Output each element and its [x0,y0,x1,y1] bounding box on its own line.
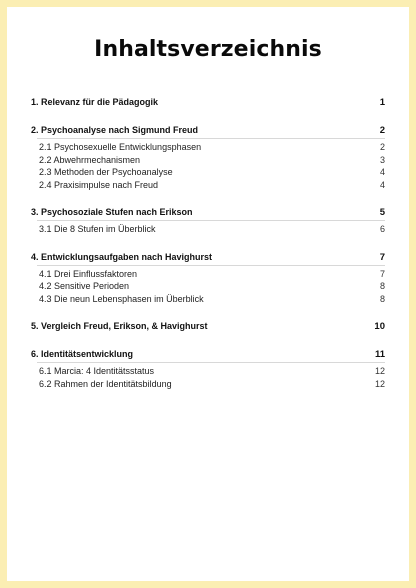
toc-section-6 [31,347,385,390]
toc-subentry-4-1[interactable] [31,268,385,281]
toc-subentry-label: 2.2 Abwehrmechanismen [39,154,141,165]
page-title: Inhaltsverzeichnis [94,37,322,62]
toc-subentry-page: 4 [379,179,385,190]
toc-entry-4[interactable] [31,250,385,264]
toc-section-4 [31,250,385,306]
toc-entry-label: 5. Vergleich Freud, Erikson, & Havighurst [31,321,208,331]
toc-subentry-page: 12 [374,366,385,376]
toc-subentry-label: 2.3 Methoden der Psychoanalyse [39,167,173,177]
toc-subentry-2-2[interactable] [31,154,385,167]
toc-subentry-page: 4 [379,167,385,177]
toc-subentry-2-3[interactable] [31,166,385,179]
toc-entry-page: 1 [379,97,385,108]
toc-subentry-label: 6.1 Marcia: 4 Identitätsstatus [39,366,155,376]
table-of-contents [31,95,385,404]
toc-subentry-4-2[interactable] [31,280,385,293]
toc-entry-6[interactable] [31,347,385,361]
toc-entry-page: 10 [374,321,385,332]
toc-subentry-6-2[interactable] [31,378,385,391]
toc-subentry-label: 4.1 Drei Einflussfaktoren [39,268,138,279]
toc-entry-page: 11 [374,349,385,360]
toc-subentry-4-3[interactable] [31,293,385,306]
toc-subentry-2-4[interactable] [31,179,385,192]
toc-subentry-page: 7 [379,268,385,279]
toc-entry-1[interactable] [31,95,385,109]
divider [37,220,385,221]
toc-entry-page: 2 [379,125,385,136]
toc-subentry-page: 8 [379,293,385,304]
toc-subentry-2-1[interactable] [31,141,385,154]
toc-subentry-page: 6 [379,224,385,234]
toc-subentry-label: 6.2 Rahmen der Identitätsbildung [39,378,172,389]
toc-subentry-3-1[interactable] [31,223,385,236]
toc-entry-label: 6. Identitätsentwicklung [31,349,134,359]
toc-entry-2[interactable] [31,123,385,137]
toc-subentry-page: 12 [374,378,385,389]
toc-entry-label: 4. Entwicklungsaufgaben nach Havighurst [31,251,213,262]
toc-subentry-label: 4.3 Die neun Lebensphasen im Überblick [39,293,204,304]
toc-section-3 [31,205,385,236]
toc-subentry-page: 2 [379,142,385,152]
toc-entry-label: 1. Relevanz für die Pädagogik [31,97,159,107]
divider [37,138,385,139]
toc-section-5 [31,319,385,333]
divider [37,265,385,266]
toc-subentry-page: 3 [379,154,385,165]
toc-subentry-label: 2.4 Praxisimpulse nach Freud [39,179,159,190]
toc-entry-page: 7 [379,251,385,263]
toc-subentry-label: 3.1 Die 8 Stufen im Überblick [39,224,156,234]
toc-subentry-label: 2.1 Psychosexuelle Entwicklungsphasen [39,142,202,152]
divider [37,362,385,363]
toc-subentry-6-1[interactable] [31,365,385,378]
toc-entry-5[interactable] [31,319,385,333]
toc-subentry-page: 8 [379,281,385,291]
toc-entry-label: 3. Psychosoziale Stufen nach Erikson [31,207,193,217]
toc-entry-3[interactable] [31,205,385,219]
toc-section-2 [31,123,385,191]
toc-entry-page: 5 [379,207,385,218]
toc-section-1 [31,95,385,109]
toc-subentry-label: 4.2 Sensitive Perioden [39,281,130,291]
toc-entry-label: 2. Psychoanalyse nach Sigmund Freud [31,125,199,135]
